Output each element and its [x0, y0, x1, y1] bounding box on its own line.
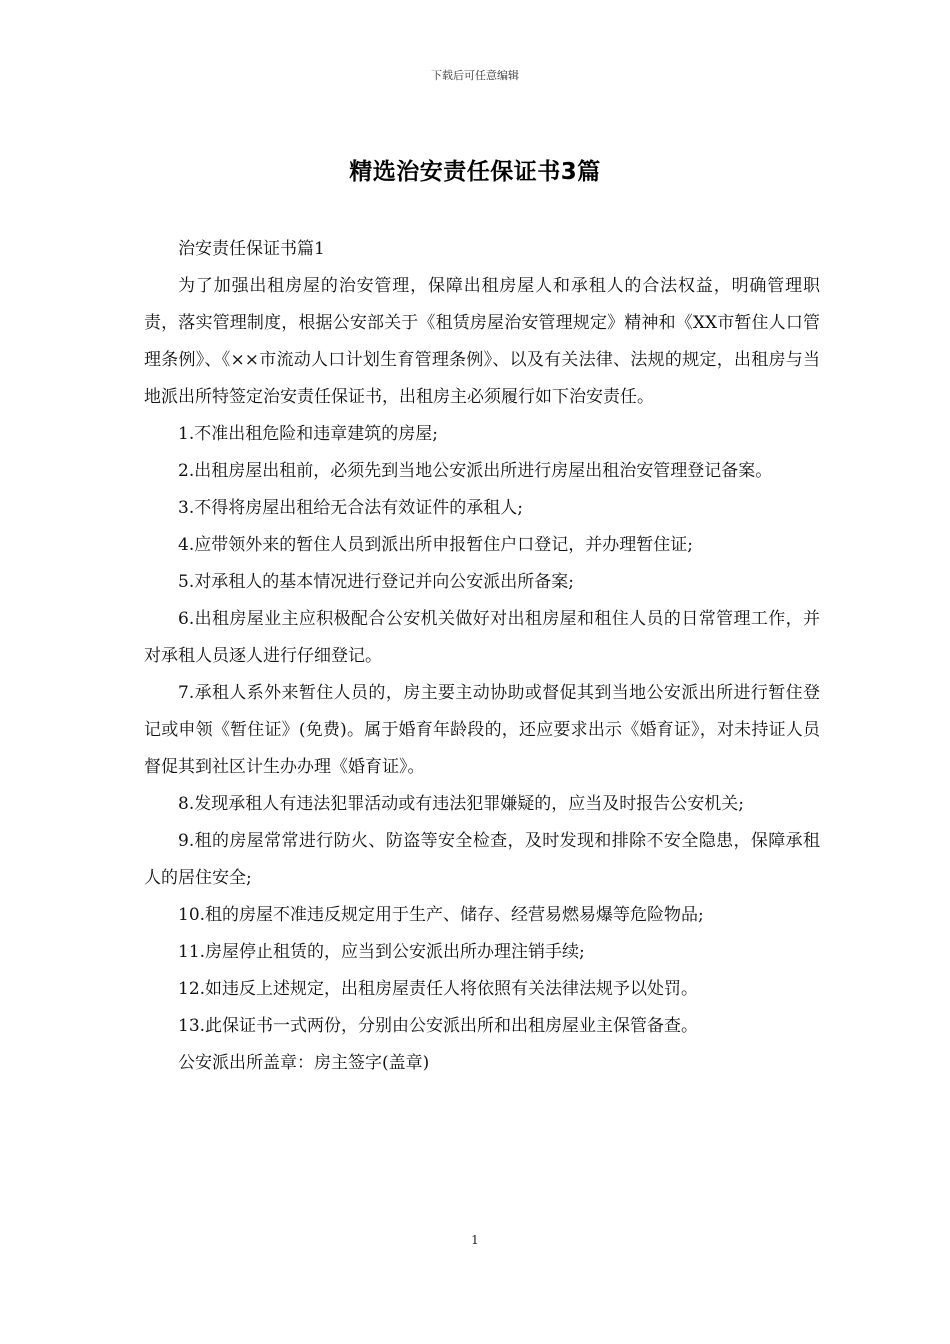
clause-item: 4.应带领外来的暂住人员到派出所申报暂住户口登记，并办理暂住证;	[178, 535, 693, 555]
signature-line: 公安派出所盖章：房主签字(盖章)	[178, 1053, 430, 1073]
page-header-note: 下载后可任意编辑	[431, 69, 519, 82]
clause-item: 6.出租房屋业主应积极配合公安机关做好对出租房屋和租住人员的日常管理工作，并对承租人员逐人进行仔细登记。	[144, 609, 820, 666]
clause-item: 7.承租人系外来暂住人员的，房主要主动协助或督促其到当地公安派出所进行暂住登记或申领《暂住证》(免费)。属于婚育年龄段的，还应要求出示《婚育证》，对未持证人员督促其到社区计生办办理《婚育证》。	[144, 683, 820, 777]
document-title: 精选治安责任保证书3篇	[349, 159, 601, 185]
clause-item: 13.此保证书一式两份，分别由公安派出所和出租房屋业主保管备查。	[178, 1016, 699, 1036]
clause-item: 11.房屋停止租赁的，应当到公安派出所办理注销手续;	[178, 942, 585, 962]
clause-item: 12.如违反上述规定，出租房屋责任人将依照有关法律法规予以处罚。	[178, 979, 699, 999]
intro-paragraph: 为了加强出租房屋的治安管理，保障出租房屋人和承租人的合法权益，明确管理职责，落实管理制度，根据公安部关于《租赁房屋治安管理规定》精神和《XX市暂住人口管理条例》、《××市流动人口计划生育管理条例》、以及有关法律、法规的规定，出租房与当地派出所特签定治安责任保证书，出租房主必须履行如下治安责任。	[144, 276, 820, 407]
clause-item: 5.对承租人的基本情况进行登记并向公安派出所备案;	[178, 572, 574, 592]
document-body	[144, 231, 820, 1082]
section-heading: 治安责任保证书篇1	[178, 239, 325, 259]
clause-item: 1.不准出租危险和违章建筑的房屋;	[178, 424, 438, 444]
clause-item: 9.租的房屋常常进行防火、防盗等安全检查，及时发现和排除不安全隐患，保障承租人的居住安全;	[144, 831, 820, 888]
page-number: 1	[471, 1233, 479, 1247]
clause-item: 3.不得将房屋出租给无合法有效证件的承租人;	[178, 498, 523, 518]
clause-item: 8.发现承租人有违法犯罪活动或有违法犯罪嫌疑的，应当及时报告公安机关;	[178, 794, 744, 814]
clause-item: 2.出租房屋出租前，必须先到当地公安派出所进行房屋出租治安管理登记备案。	[178, 461, 773, 481]
clause-item: 10.租的房屋不准违反规定用于生产、储存、经营易燃易爆等危险物品;	[178, 905, 704, 925]
